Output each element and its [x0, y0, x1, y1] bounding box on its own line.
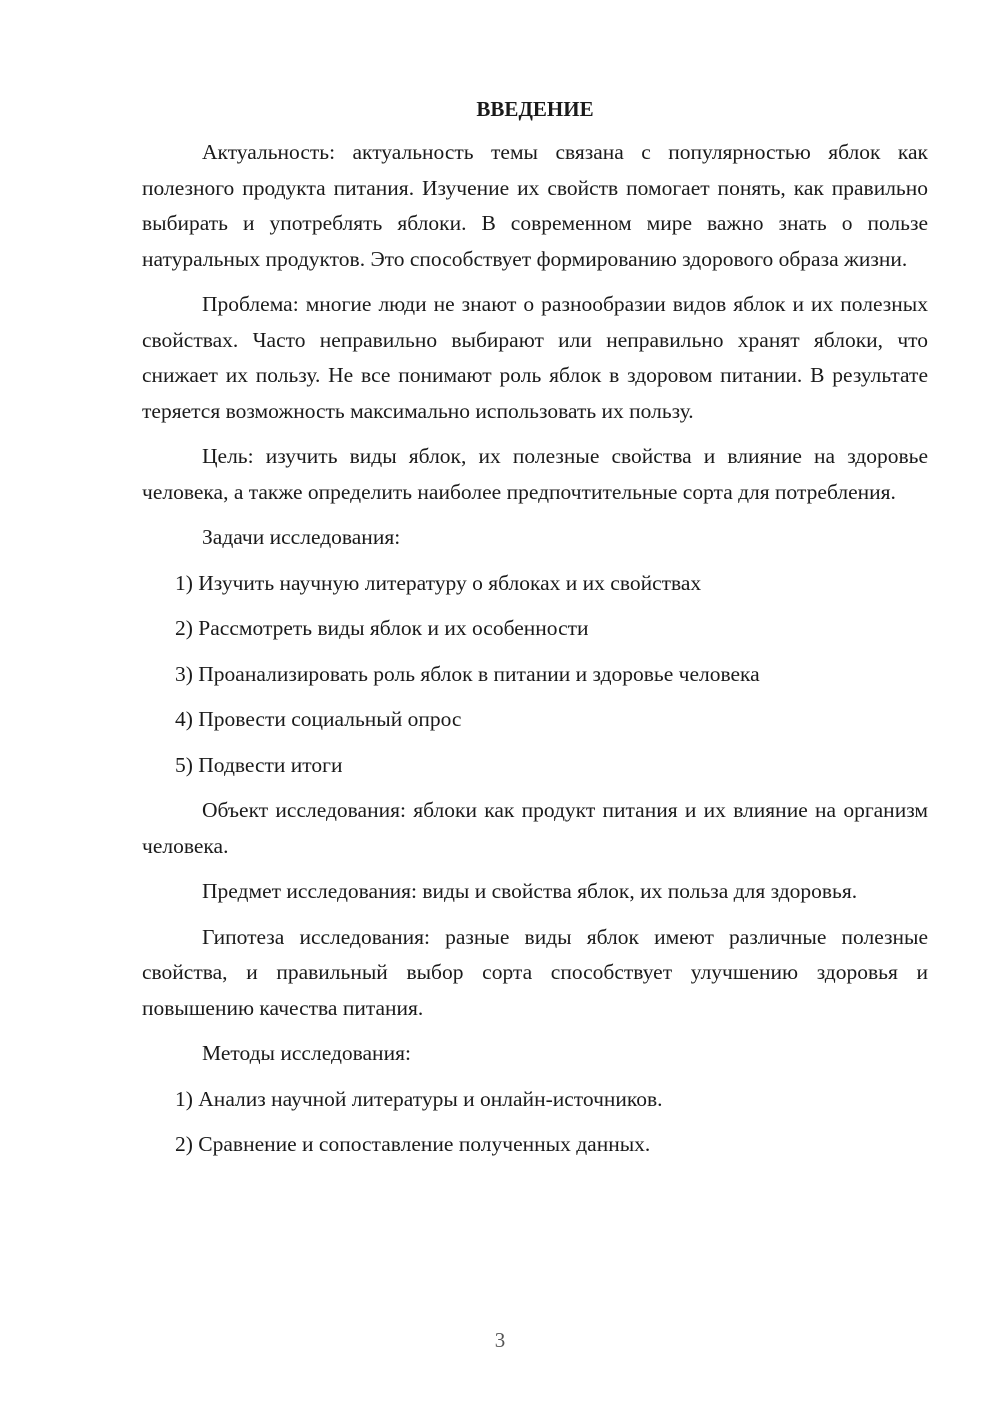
document-page: [142, 92, 928, 1173]
hypothesis-paragraph: Гипотеза исследования: разные виды яблок имеют различные полезные свойства, и правильный выбор сорта способствует улучшению здоровья и повышению качества питания.: [142, 924, 928, 1020]
goal-paragraph: Цель: изучить виды яблок, их полезные свойства и влияние на здоровье человека, а также определить наиболее предпочтительные сорта для потребления.: [142, 444, 928, 504]
problem-paragraph: Проблема: многие люди не знают о разнообразии видов яблок и их полезных свойствах. Часто неправильно выбирают или неправильно хранят яблоки, что снижает их пользу. Не все понимают роль яблок в здоровом питании. В результате теряется возможность максимально использовать их пользу.: [142, 292, 928, 423]
methods-label: Методы исследования:: [202, 1041, 411, 1065]
tasks-list: [142, 566, 928, 784]
list-item: 2) Рассмотреть виды яблок и их особенности: [175, 616, 589, 640]
list-item: 1) Анализ научной литературы и онлайн-источников.: [175, 1086, 663, 1111]
list-item: 3) Проанализировать роль яблок в питании и здоровье человека: [175, 661, 760, 686]
object-paragraph: Объект исследования: яблоки как продукт питания и их влияние на организм человека.: [142, 798, 928, 858]
section-title: ВВЕДЕНИЕ: [476, 97, 594, 121]
list-item: 2) Сравнение и сопоставление полученных данных.: [175, 1132, 651, 1156]
list-item: 1) Изучить научную литературу о яблоках и их свойствах: [175, 570, 702, 595]
list-item: 4) Провести социальный опрос: [175, 707, 462, 731]
subject-paragraph: Предмет исследования: виды и свойства яблок, их польза для здоровья.: [202, 879, 858, 903]
tasks-label: Задачи исследования:: [202, 525, 401, 549]
page-number: 3: [494, 1328, 506, 1352]
relevance-paragraph: Актуальность: актуальность темы связана с популярностью яблок как полезного продукта питания. Изучение их свойств помогает понять, как правильно выбирать и употреблять яблоки. В современном мире важно знать о пользе натуральных продуктов. Это способствует формированию здорового образа жизни.: [142, 140, 928, 271]
methods-list: [142, 1082, 928, 1163]
list-item: 5) Подвести итоги: [175, 752, 343, 777]
